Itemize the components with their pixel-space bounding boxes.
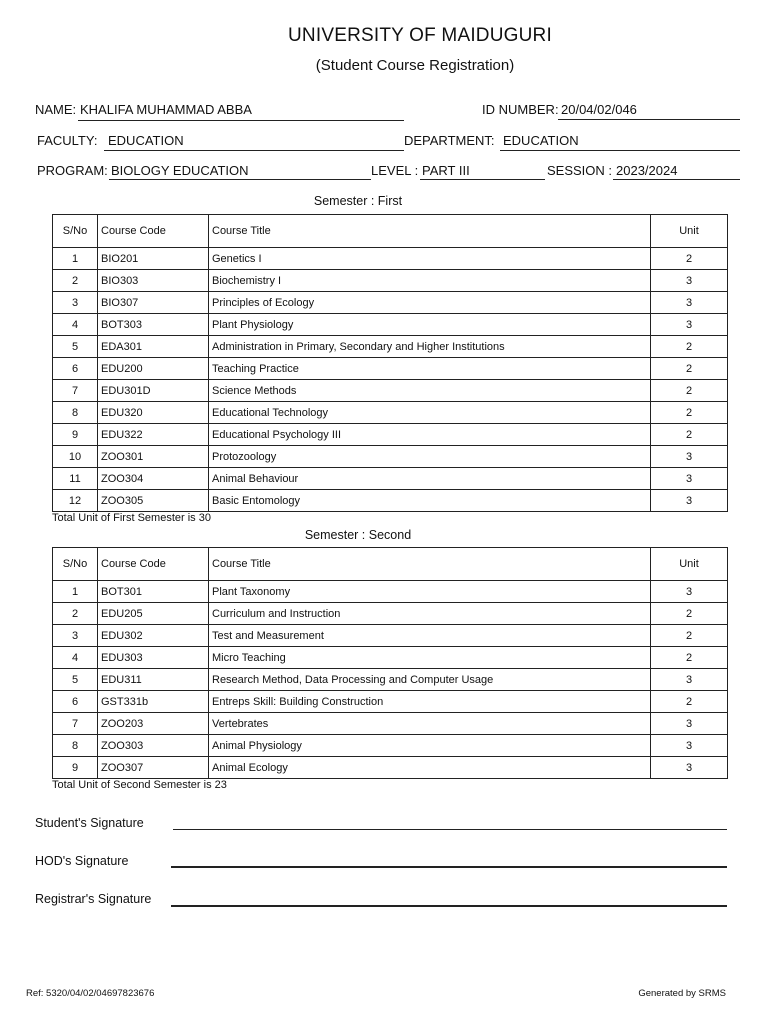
student-signature-label: Student's Signature <box>35 816 144 830</box>
course-code: EDU322 <box>98 424 209 446</box>
table-row <box>53 292 728 314</box>
course-code: BIO307 <box>98 292 209 314</box>
course-sno: 7 <box>53 713 98 735</box>
second-semester-heading: Semester : Second <box>304 528 412 542</box>
course-title: Administration in Primary, Secondary and Higher Institutions <box>209 336 651 358</box>
table-row <box>53 669 728 691</box>
course-unit: 3 <box>651 757 728 779</box>
course-title: Teaching Practice <box>209 358 651 380</box>
id-number-underline <box>558 119 740 120</box>
course-code: ZOO304 <box>98 468 209 490</box>
sno-column-header: S/No <box>53 215 98 248</box>
level-value: PART III <box>422 163 470 178</box>
course-sno: 3 <box>53 625 98 647</box>
table-row <box>53 314 728 336</box>
table-row <box>53 248 728 270</box>
session-label: SESSION : <box>547 163 613 178</box>
name-underline <box>78 120 404 121</box>
session-value: 2023/2024 <box>616 163 678 178</box>
course-code: EDU205 <box>98 603 209 625</box>
course-title: Educational Technology <box>209 402 651 424</box>
student-name: KHALIFA MUHAMMAD ABBA <box>80 102 252 117</box>
course-sno: 11 <box>53 468 98 490</box>
table-row <box>53 647 728 669</box>
course-code: ZOO305 <box>98 490 209 512</box>
table-row <box>53 490 728 512</box>
course-sno: 4 <box>53 314 98 336</box>
course-title-column-header: Course Title <box>209 548 651 581</box>
level-underline <box>420 179 545 180</box>
course-title: Plant Physiology <box>209 314 651 336</box>
course-sno: 1 <box>53 248 98 270</box>
course-title: Educational Psychology III <box>209 424 651 446</box>
hod-signature-label: HOD's Signature <box>35 854 129 868</box>
course-code: EDU303 <box>98 647 209 669</box>
course-sno: 10 <box>53 446 98 468</box>
table-row <box>53 424 728 446</box>
course-title: Principles of Ecology <box>209 292 651 314</box>
session-underline <box>613 179 740 180</box>
table-row <box>53 757 728 779</box>
course-sno: 2 <box>53 603 98 625</box>
faculty-underline <box>104 150 404 151</box>
course-code: EDU320 <box>98 402 209 424</box>
course-unit: 2 <box>651 603 728 625</box>
course-sno: 8 <box>53 402 98 424</box>
course-title: Animal Ecology <box>209 757 651 779</box>
table-header-row <box>53 215 728 248</box>
department-underline <box>500 150 740 151</box>
form-subtitle: (Student Course Registration) <box>315 57 515 74</box>
table-row <box>53 713 728 735</box>
department-label: DEPARTMENT: <box>404 133 495 148</box>
course-unit: 2 <box>651 402 728 424</box>
table-header-row <box>53 548 728 581</box>
course-code: EDU301D <box>98 380 209 402</box>
first-semester-total: Total Unit of First Semester is 30 <box>52 512 211 524</box>
course-sno: 9 <box>53 757 98 779</box>
unit-column-header: Unit <box>651 548 728 581</box>
course-code-column-header: Course Code <box>98 215 209 248</box>
course-unit: 2 <box>651 691 728 713</box>
course-code: EDA301 <box>98 336 209 358</box>
course-title-column-header: Course Title <box>209 215 651 248</box>
faculty-label: FACULTY: <box>37 133 98 148</box>
university-title: UNIVERSITY OF MAIDUGURI <box>288 25 552 46</box>
hod-signature-line <box>171 866 727 868</box>
first-semester-heading: Semester : First <box>313 194 403 208</box>
course-code: ZOO307 <box>98 757 209 779</box>
course-title: Plant Taxonomy <box>209 581 651 603</box>
course-title: Micro Teaching <box>209 647 651 669</box>
registrar-signature-label: Registrar's Signature <box>35 892 152 906</box>
course-code: BIO303 <box>98 270 209 292</box>
course-title: Research Method, Data Processing and Computer Usage <box>209 669 651 691</box>
course-sno: 5 <box>53 669 98 691</box>
course-sno: 2 <box>53 270 98 292</box>
table-row <box>53 358 728 380</box>
table-row <box>53 691 728 713</box>
course-title: Curriculum and Instruction <box>209 603 651 625</box>
table-row <box>53 380 728 402</box>
course-title: Animal Behaviour <box>209 468 651 490</box>
program-label: PROGRAM: <box>37 163 108 178</box>
table-row <box>53 336 728 358</box>
course-code: ZOO203 <box>98 713 209 735</box>
second-semester-table <box>52 547 728 779</box>
course-title: Vertebrates <box>209 713 651 735</box>
course-code-column-header: Course Code <box>98 548 209 581</box>
course-sno: 3 <box>53 292 98 314</box>
sno-column-header: S/No <box>53 548 98 581</box>
course-unit: 3 <box>651 713 728 735</box>
table-row <box>53 402 728 424</box>
faculty-value: EDUCATION <box>108 133 184 148</box>
reference-number: Ref: 5320/04/02/04697823676 <box>26 988 155 999</box>
table-row <box>53 603 728 625</box>
registrar-signature-line <box>171 905 727 907</box>
course-unit: 3 <box>651 581 728 603</box>
second-semester-total: Total Unit of Second Semester is 23 <box>52 779 227 791</box>
course-sno: 12 <box>53 490 98 512</box>
table-row <box>53 625 728 647</box>
course-unit: 2 <box>651 424 728 446</box>
course-code: BOT303 <box>98 314 209 336</box>
course-unit: 2 <box>651 248 728 270</box>
course-sno: 6 <box>53 691 98 713</box>
level-label: LEVEL : <box>371 163 419 178</box>
course-sno: 6 <box>53 358 98 380</box>
course-unit: 3 <box>651 669 728 691</box>
table-row <box>53 270 728 292</box>
id-number-value: 20/04/02/046 <box>561 102 637 117</box>
course-unit: 3 <box>651 490 728 512</box>
course-sno: 9 <box>53 424 98 446</box>
student-signature-line <box>173 829 727 830</box>
course-unit: 2 <box>651 358 728 380</box>
program-value: BIOLOGY EDUCATION <box>111 163 249 178</box>
table-row <box>53 581 728 603</box>
course-sno: 5 <box>53 336 98 358</box>
course-unit: 3 <box>651 292 728 314</box>
table-row <box>53 735 728 757</box>
course-code: BIO201 <box>98 248 209 270</box>
course-unit: 3 <box>651 468 728 490</box>
course-title: Biochemistry I <box>209 270 651 292</box>
course-unit: 2 <box>651 336 728 358</box>
id-number-label: ID NUMBER: <box>482 102 559 117</box>
course-title: Protozoology <box>209 446 651 468</box>
course-title: Genetics I <box>209 248 651 270</box>
course-title: Basic Entomology <box>209 490 651 512</box>
table-row <box>53 468 728 490</box>
course-code: ZOO303 <box>98 735 209 757</box>
course-code: EDU302 <box>98 625 209 647</box>
unit-column-header: Unit <box>651 215 728 248</box>
course-unit: 2 <box>651 380 728 402</box>
name-label: NAME: <box>35 102 77 117</box>
course-code: EDU200 <box>98 358 209 380</box>
course-code: BOT301 <box>98 581 209 603</box>
course-title: Animal Physiology <box>209 735 651 757</box>
first-semester-table <box>52 214 728 512</box>
course-unit: 3 <box>651 314 728 336</box>
table-row <box>53 446 728 468</box>
course-unit: 3 <box>651 446 728 468</box>
course-unit: 3 <box>651 735 728 757</box>
course-title: Entreps Skill: Building Construction <box>209 691 651 713</box>
department-value: EDUCATION <box>503 133 579 148</box>
course-sno: 7 <box>53 380 98 402</box>
course-title: Test and Measurement <box>209 625 651 647</box>
course-sno: 1 <box>53 581 98 603</box>
course-sno: 8 <box>53 735 98 757</box>
course-unit: 3 <box>651 270 728 292</box>
course-unit: 2 <box>651 647 728 669</box>
program-underline <box>109 179 371 180</box>
generated-by: Generated by SRMS <box>638 988 726 999</box>
course-sno: 4 <box>53 647 98 669</box>
course-code: GST331b <box>98 691 209 713</box>
course-unit: 2 <box>651 625 728 647</box>
course-code: ZOO301 <box>98 446 209 468</box>
course-title: Science Methods <box>209 380 651 402</box>
course-code: EDU311 <box>98 669 209 691</box>
